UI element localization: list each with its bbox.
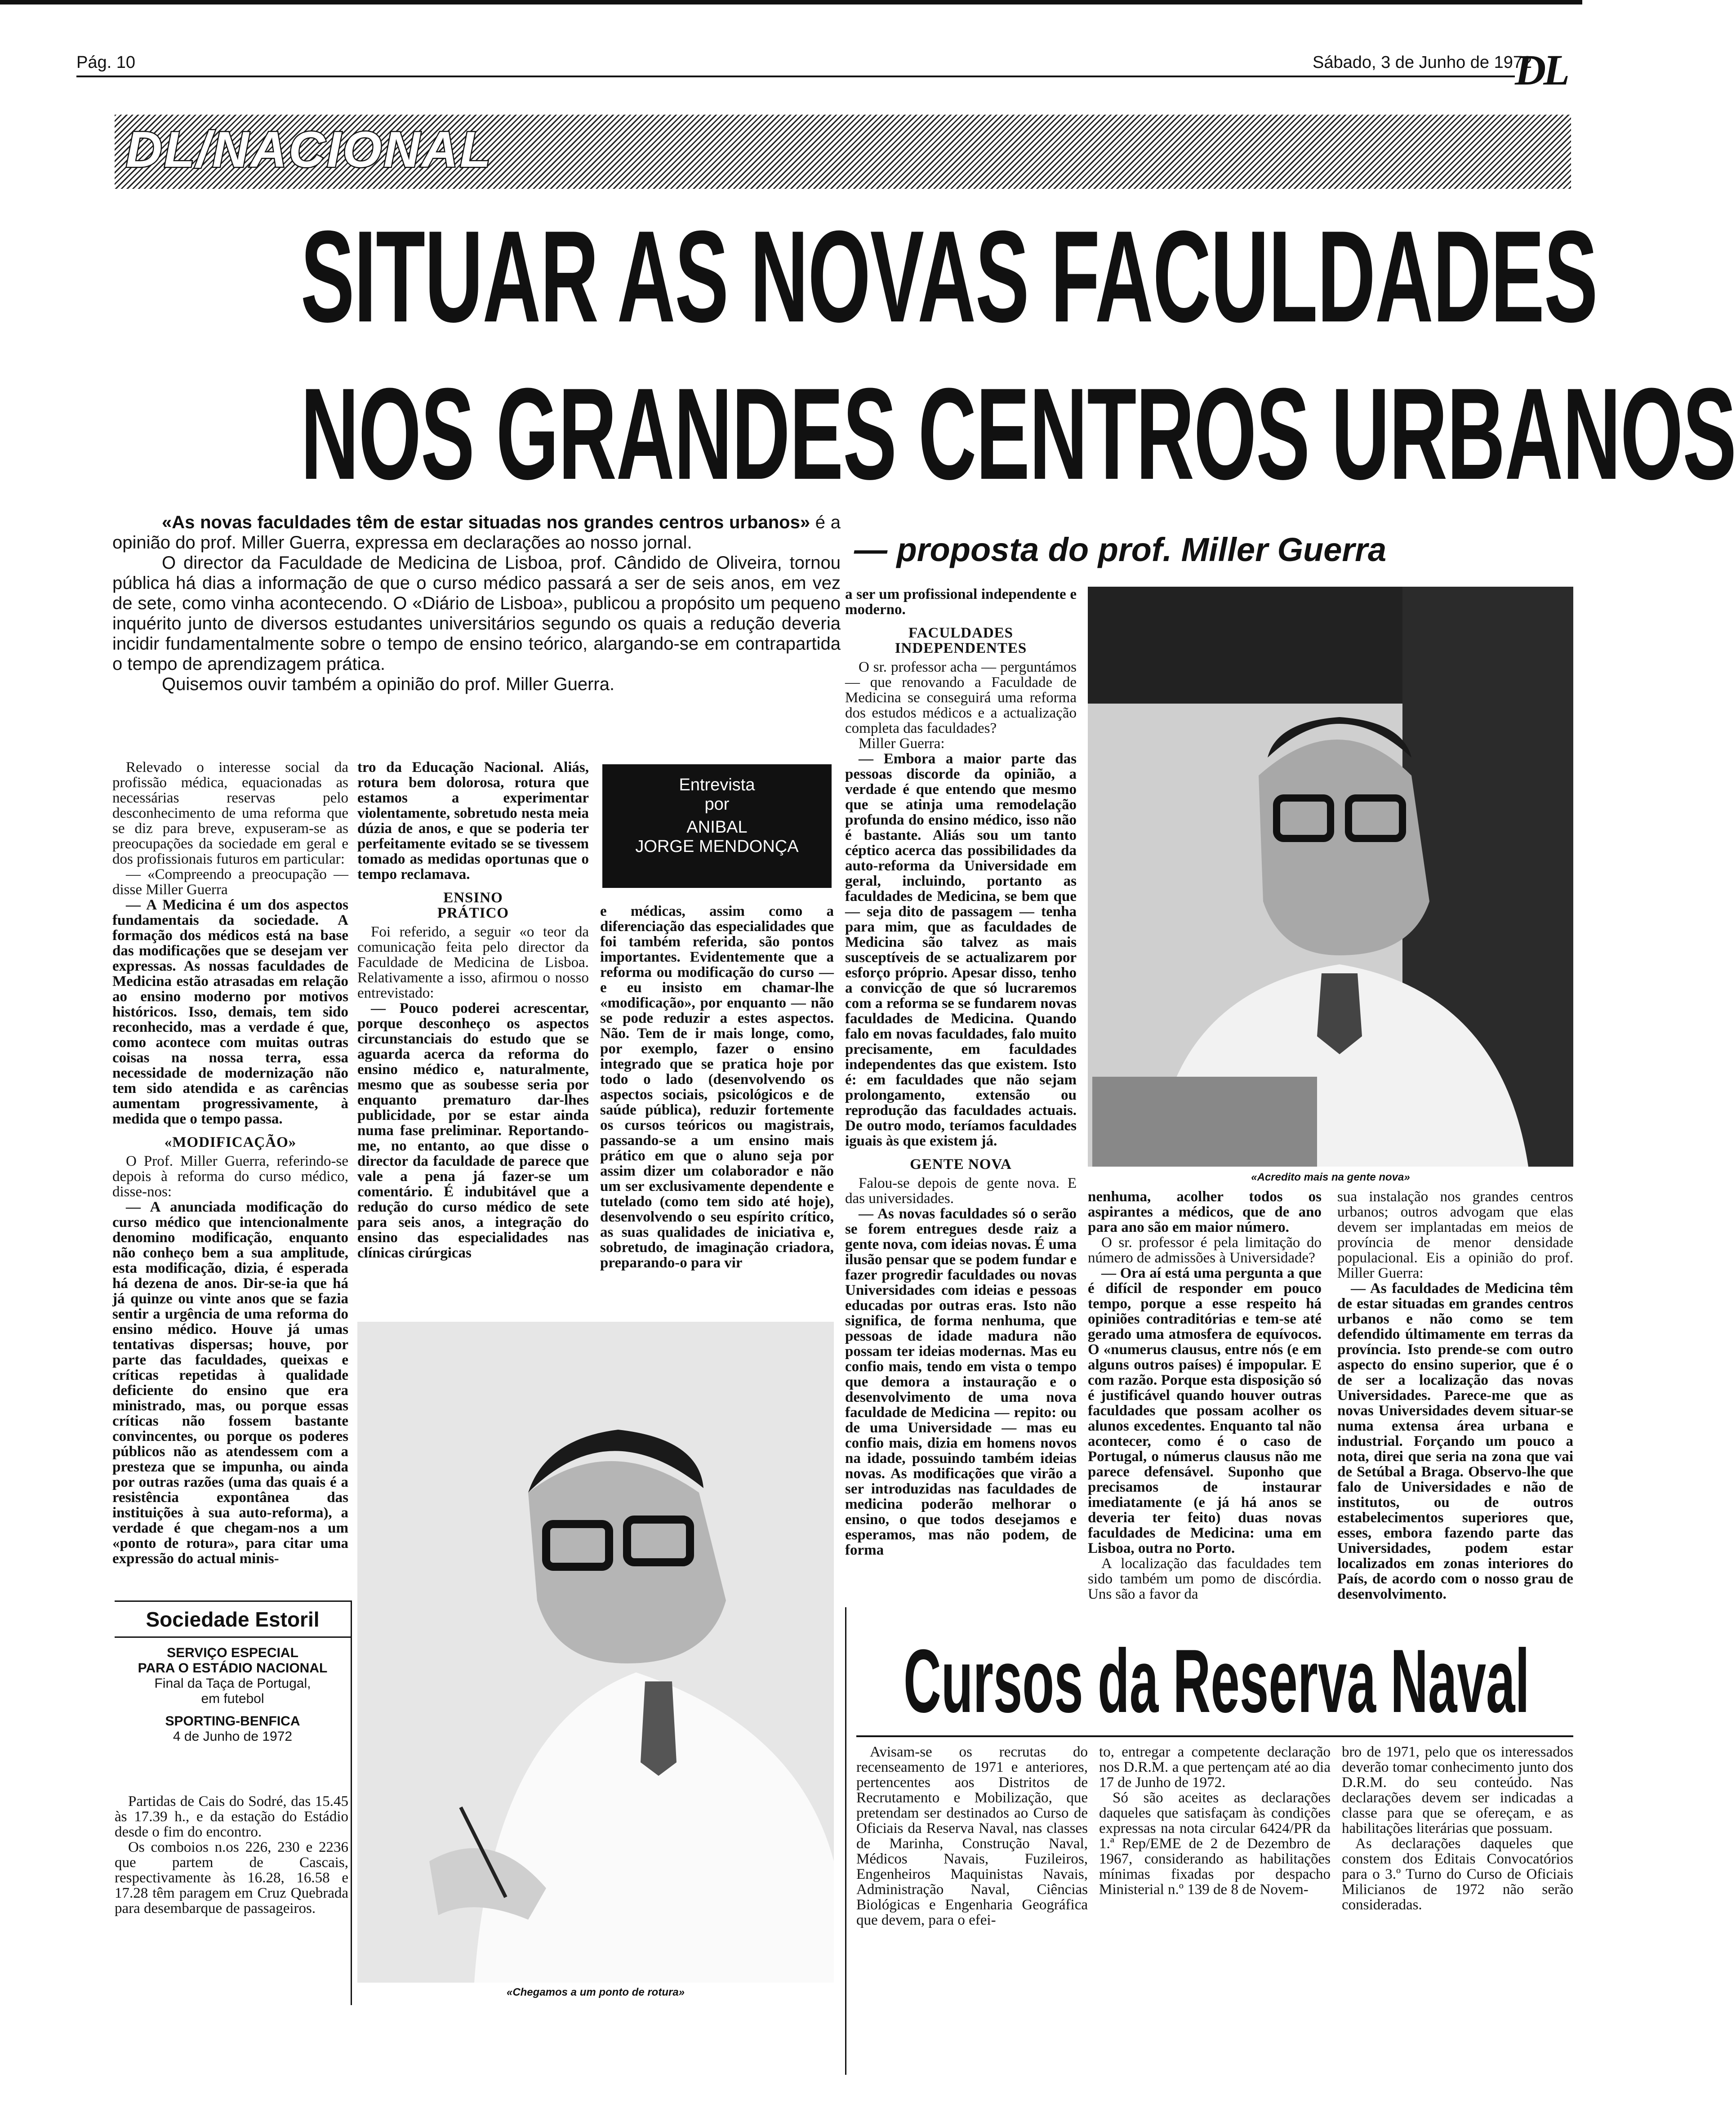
paragraph: Foi referido, a seguir «o teor da comunicação feita pelo director da Faculdade de Medicina de Lisboa. Relativamente a isso, afirmou o nosso entrevistado: bbox=[357, 924, 589, 1001]
naval-col-1 bbox=[856, 1744, 1088, 1928]
masthead-rule bbox=[76, 76, 1515, 77]
top-border bbox=[0, 0, 1582, 4]
sociedade-details bbox=[115, 1645, 351, 1744]
page-number: Pág. 10 bbox=[76, 53, 135, 72]
byline: — proposta do prof. Miller Guerra bbox=[854, 531, 1387, 568]
paragraph: — As faculdades de Medicina têm de estar situadas em grandes centros urbanos e não como se tem defendido últimamente em terras da província. Isto prende-se com outro aspecto do ensino superior, que é o de ser a localização das novas Universidades. Parece-me que as novas Universidades devem situar-se numa extensa área urbana e industrial. Forçando um pouco a nota, direi que seria na zona que vai de Setúbal a Braga. Observo-lhe que falo de Universidades e não de institutos, ou de outros estabelecimentos superiores que, esses, embora fazendo parte das Universidades, podem estar localizados em zonas interiores do País, de acordo com o nosso grau de desenvolvimento. bbox=[1337, 1280, 1573, 1602]
naval-rule bbox=[856, 1735, 1573, 1737]
headline-line2: NOS GRANDES CENTROS URBANOS bbox=[300, 361, 1736, 507]
headline-line1: SITUAR AS NOVAS FACULDADES bbox=[300, 204, 1598, 349]
paragraph: — Ora aí está uma pergunta a que é difícil de responder em pouco tempo, porque a esse respeito há opiniões contraditórias e tem-se até gerado uma atmosfera de equívocos. O «numerus clausus, entre nós (e em alguns outros países) é impopular. E com razão. Porque esta disposição só é justificável quando houver outras faculdades que possam acolher os alunos excedentes. Enquanto tal não acontecer, como é o caso de Portugal, o númerus clausus não me parece defensável. Suponho que precisamos de instaurar imediatamente (e já há anos se deveria ter feito) duas novas faculdades de Medicina: uma em Lisboa, outra no Porto. bbox=[1088, 1265, 1322, 1556]
subhead-ensino: ENSINO bbox=[443, 890, 503, 906]
interview-box bbox=[602, 764, 832, 888]
paragraph: — Embora a maior parte das pessoas discorde da opinião, a verdade é que entendo que mesmo que se atinja uma remodelação profunda do ensino médico, isso não é bastante. Aliás sou um tanto céptico acerca das possibilidades da auto-reforma da Universidade em geral, incluindo, portanto as faculdades de Medicina, se bem que — seja dito de passagem — tenha para mim, que as faculdades de Medicina são talvez as mais susceptíveis de se actualizarem por esforço próprio. Apesar disso, tenho a convicção de que só lucraremos com a reforma se se fundarem novas faculdades de Medicina. Quando falo em novas faculdades, falo muito precisamente, em faculdades independentes das que existem. Isto é: em faculdades que não sejam prolongamento, extensão ou reprodução das faculdades actuais. De outro modo, teríamos faculdades iguais às que existem já. bbox=[845, 751, 1077, 1149]
paragraph: Relevado o interesse social da profissão médica, equacionadas as necessárias reservas pelo desconhecimento de uma reforma que se diz para breve, expuseram-se as preocupações da sociedade em geral e dos profissionais futuros em particular: bbox=[112, 759, 348, 867]
sociedade-title-rule bbox=[115, 1636, 351, 1638]
naval-title: Cursos da Reserva Naval bbox=[904, 1631, 1530, 1731]
subhead-independentes: INDEPENDENTES bbox=[895, 640, 1027, 656]
lead-p2: O director da Faculdade de Medicina de Lisboa, prof. Cândido de Oliveira, tornou pública há dias a informação de que o curso médico passará a ser de seis anos, em vez de sete, como vinha acontecendo. O «Diário de Lisboa», publicou a propósito um pequeno inquérito junto de diversos estudantes universitários segundo os quais a redução deveria incidir fundamentalmente sobre o tempo de ensino teórico, alargando-se em contrapartida o tempo de aprendizagem prática. bbox=[112, 553, 841, 674]
naval-left-rule bbox=[845, 1607, 846, 2075]
subhead-modificacao: «MODIFICAÇÃO» bbox=[164, 1134, 297, 1150]
photo-bottom-caption: «Chegamos a um ponto de rotura» bbox=[506, 1986, 685, 1998]
column-1 bbox=[112, 760, 348, 1566]
sociedade-service: SERVIÇO ESPECIAL bbox=[167, 1645, 298, 1660]
author-first: ANIBAL bbox=[686, 818, 748, 837]
logo: DL bbox=[1515, 46, 1567, 94]
sociedade-date: 4 de Junho de 1972 bbox=[173, 1729, 293, 1744]
paragraph: e médicas, assim como a diferenciação das especialidades que foi também referida, são pontos importantes. Evidentemente que a reforma ou modificação do curso — e eu insisto em chamar-lhe «modificação», por enquanto — não se pode reduzir a estes aspectos. Não. Tem de ir mais longe, como, por exemplo, fazer o ensino integrado que se pratica hoje por todo o lado (desenvolvendo os aspectos sociais, psicológicos e de saúde pública), reduzir fortemente os cursos teóricos ou magistrais, passando-se a um ensino mais prático em que o aluno seja por assim dizer um colaborador e não um ser exclusivamente dependente e tutelado (como tem sido até hoje), desenvolvendo o seu espírito crítico, as suas qualidades de iniciativa e, sobretudo, de imaginação criadora, preparando-o para vir bbox=[600, 903, 834, 1271]
paragraph: O sr. professor é pela limitação do número de admissões à Universidade? bbox=[1088, 1235, 1322, 1266]
column-4 bbox=[845, 587, 1077, 1558]
paragraph: O sr. professor acha — perguntámos — que renovando a Faculdade de Medicina se conseguirá uma reforma dos estudos médicos e a actualização completa das faculdades? bbox=[845, 659, 1077, 736]
sociedade-match: SPORTING-BENFICA bbox=[165, 1714, 300, 1729]
column-5 bbox=[1088, 1189, 1322, 1602]
section-label: DL/NACIONAL bbox=[126, 121, 493, 178]
photo-miller-guerra-bottom bbox=[357, 1322, 834, 1983]
subhead-faculdades: FACULDADES bbox=[908, 625, 1014, 641]
sociedade-destination: PARA O ESTÁDIO NACIONAL bbox=[138, 1661, 328, 1676]
photo-miller-guerra-top bbox=[1088, 587, 1573, 1167]
sociedade-side-rule bbox=[351, 1600, 352, 2005]
interview-por: por bbox=[704, 795, 730, 814]
paragraph: — As novas faculdades só o serão se forem entregues desde raiz a gente nova, com ideias novas. É uma ilusão pensar que se podem fundar e fazer progredir faculdades ou novas Universidades com ideias e pessoas educadas por outras eras. Isto não significa, de forma nenhuma, que pessoas de idade madura não possam ter ideias modernas. Mas eu confio mais, tendo em vista o tempo que demora a instauração e o desenvolvimento de uma nova faculdade de Medicina — repito: ou de uma Universidade — mas eu confio mais, dizia em homens novos na idade, possuindo também ideias novas. As modificações que virão a ser introduzidas nas faculdades de medicina poderão melhorar o ensino, o que todos desejamos e esperamos, mas não podem, de forma bbox=[845, 1206, 1077, 1558]
sociedade-sport: em futebol bbox=[201, 1691, 264, 1706]
paragraph: Avisam-se os recrutas do recenseamento de 1971 e anteriores, pertencentes aos Distritos de Recrutamento e Mobilização, que pretendam ser destinados ao Curso de Oficiais da Reserva Naval, nas classes de Marinha, Construção Naval, Médicos Navais, Fuzileiros, Engenheiros Maquinistas Navais, Administração Naval, Ciências Biológicas e Engenharia Geográfica que devem, para o efei- bbox=[856, 1744, 1088, 1928]
sociedade-body bbox=[115, 1794, 348, 1916]
subhead-gente-nova: GENTE NOVA bbox=[910, 1156, 1012, 1172]
paragraph: Os comboios n.os 226, 230 e 2236 que partem de Cascais, respectivamente às 16.28, 16.58 e 17.28 têm paragem em Cruz Quebrada para desembarque de passageiros. bbox=[115, 1839, 348, 1917]
interview-label: Entrevista bbox=[679, 776, 755, 794]
paragraph: a ser um profissional independente e moderno. bbox=[845, 586, 1077, 618]
paragraph: tro da Educação Nacional. Aliás, rotura bem dolorosa, rotura que estamos a experimentar violentamente, sobretudo nesta meia dúzia de anos, e que se poderia ter perfeitamente evitado se se tivessem tomado as medidas oportunas que o tempo reclamava. bbox=[357, 759, 589, 883]
paragraph: As declarações daqueles que constem dos Editais Convocatórios para o 3.º Turno do Curso de Oficiais Milicianos de 1972 não serão consideradas. bbox=[1342, 1836, 1573, 1913]
paragraph: nenhuma, acolher todos os aspirantes a médicos, que de ano para ano são em maior número. bbox=[1088, 1189, 1322, 1235]
paragraph: Só são aceites as declarações daqueles que satisfaçam às condições expressas na nota circular 6424/PR da 1.ª Rep/EME de 2 de Dezembro de 1967, considerando as habilitações mínimas fixadas por despacho Ministerial n.º 139 de 8 de Novem- bbox=[1099, 1790, 1331, 1898]
paragraph: A localização das faculdades tem sido também um pomo de discórdia. Uns são a favor da bbox=[1088, 1556, 1322, 1602]
paragraph: Falou-se depois de gente nova. E das universidades. bbox=[845, 1175, 1077, 1207]
paragraph: sua instalação nos grandes centros urbanos; outros advogam que elas devem ser implantadas em meios de província de menor densidade populacional. Eis a opinião do prof. Miller Guerra: bbox=[1337, 1189, 1573, 1281]
naval-col-3 bbox=[1342, 1744, 1573, 1912]
column-3 bbox=[600, 904, 834, 1270]
paragraph: — «Compreendo a preocupação — disse Miller Guerra bbox=[112, 866, 348, 898]
column-6 bbox=[1337, 1189, 1573, 1602]
paragraph: O Prof. Miller Guerra, referindo-se depois à reforma do curso médico, disse-nos: bbox=[112, 1153, 348, 1200]
issue-date: Sábado, 3 de Junho de 1972 bbox=[1313, 53, 1532, 72]
lead-p3: Quisemos ouvir também a opinião do prof. Miller Guerra. bbox=[162, 674, 615, 694]
sociedade-event: Final da Taça de Portugal, bbox=[154, 1676, 311, 1691]
paragraph: — A Medicina é um dos aspectos fundamentais da sociedade. A formação dos médicos está na base das modificações que se desejam ver expressas. As nossas faculdades de Medicina estão atrasadas em relação ao ensino moderno por motivos históricos. Isso, demais, tem sido reconhecido, mas a verdade é que, como acontece com muitas outras coisas na nossa terra, essa necessidade de modernização não tem sido atendida e as carências aumentam progressivamente, à medida que o tempo passa. bbox=[112, 897, 348, 1127]
sociedade-title: Sociedade Estoril bbox=[146, 1608, 320, 1631]
photo-top-caption: «Acredito mais na gente nova» bbox=[1251, 1171, 1410, 1183]
naval-col-2 bbox=[1099, 1744, 1331, 1897]
lead-text bbox=[112, 513, 841, 695]
paragraph: bro de 1971, pelo que os interessados deverão tomar conhecimento junto dos D.R.M. do seu conteúdo. Nas declarações devem ser indicadas a classe para que se ofereçam, e as habilitações literárias que possuam. bbox=[1342, 1744, 1573, 1837]
paragraph: Partidas de Cais do Sodré, das 15.45 às 17.39 h., e da estação do Estádio desde o fim do encontro. bbox=[115, 1793, 348, 1840]
lead-p1: é a opinião do prof. Miller Guerra, expressa em declarações ao nosso jornal. bbox=[112, 513, 841, 553]
column-2 bbox=[357, 760, 589, 1261]
author-last: JORGE MENDONÇA bbox=[635, 837, 799, 856]
subhead-pratico: PRÁTICO bbox=[437, 905, 509, 921]
paragraph: Miller Guerra: bbox=[859, 736, 945, 752]
paragraph: to, entregar a competente declaração nos D.R.M. a que pertençam até ao dia 17 de Junho de 1972. bbox=[1099, 1744, 1331, 1791]
lead-quote: «As novas faculdades têm de estar situadas nos grandes centros urbanos» bbox=[162, 513, 810, 532]
paragraph: — Pouco poderei acrescentar, porque desconheço os aspectos circunstanciais do estudo que se aguarda acerca da reforma do ensino médico e, naturalmente, mesmo que as soubesse seria por enquanto prematuro dar-lhes publicidade, por se estar ainda numa fase preliminar. Reportando-me, no entanto, ao que disse o director da faculdade de parece que vale a pena já fazer-se um comentário. É indubitável que a redução do curso médico de sete para seis anos, a integração do ensino das especialidades nas clínicas cirúrgicas bbox=[357, 1000, 589, 1261]
sociedade-top-rule bbox=[115, 1600, 351, 1602]
paragraph: — A anunciada modificação do curso médico que intencionalmente denomino modificação, enquanto não conheço bem a sua amplitude, esta modificação, dizia, é esperada há dezena de anos. Dir-se-ia que há já quinze ou vinte anos que se fazia sentir a urgência de uma reforma do ensino médico. Houve já umas tentativas dispersas; houve, por parte das faculdades, queixas e críticas repetidas à qualidade deficiente do ensino que era ministrado, mas, ou porque essas críticas não fossem bastante convincentes, ou porque os poderes públicos não as atendessem com a presteza que se impunha, ou ainda por outras razões (uma das quais é a resistência expontânea das instituições à sua auto-reforma), a verdade é que chegam-nos a um «ponto de rotura», para citar uma expressão do actual minis- bbox=[112, 1199, 348, 1567]
